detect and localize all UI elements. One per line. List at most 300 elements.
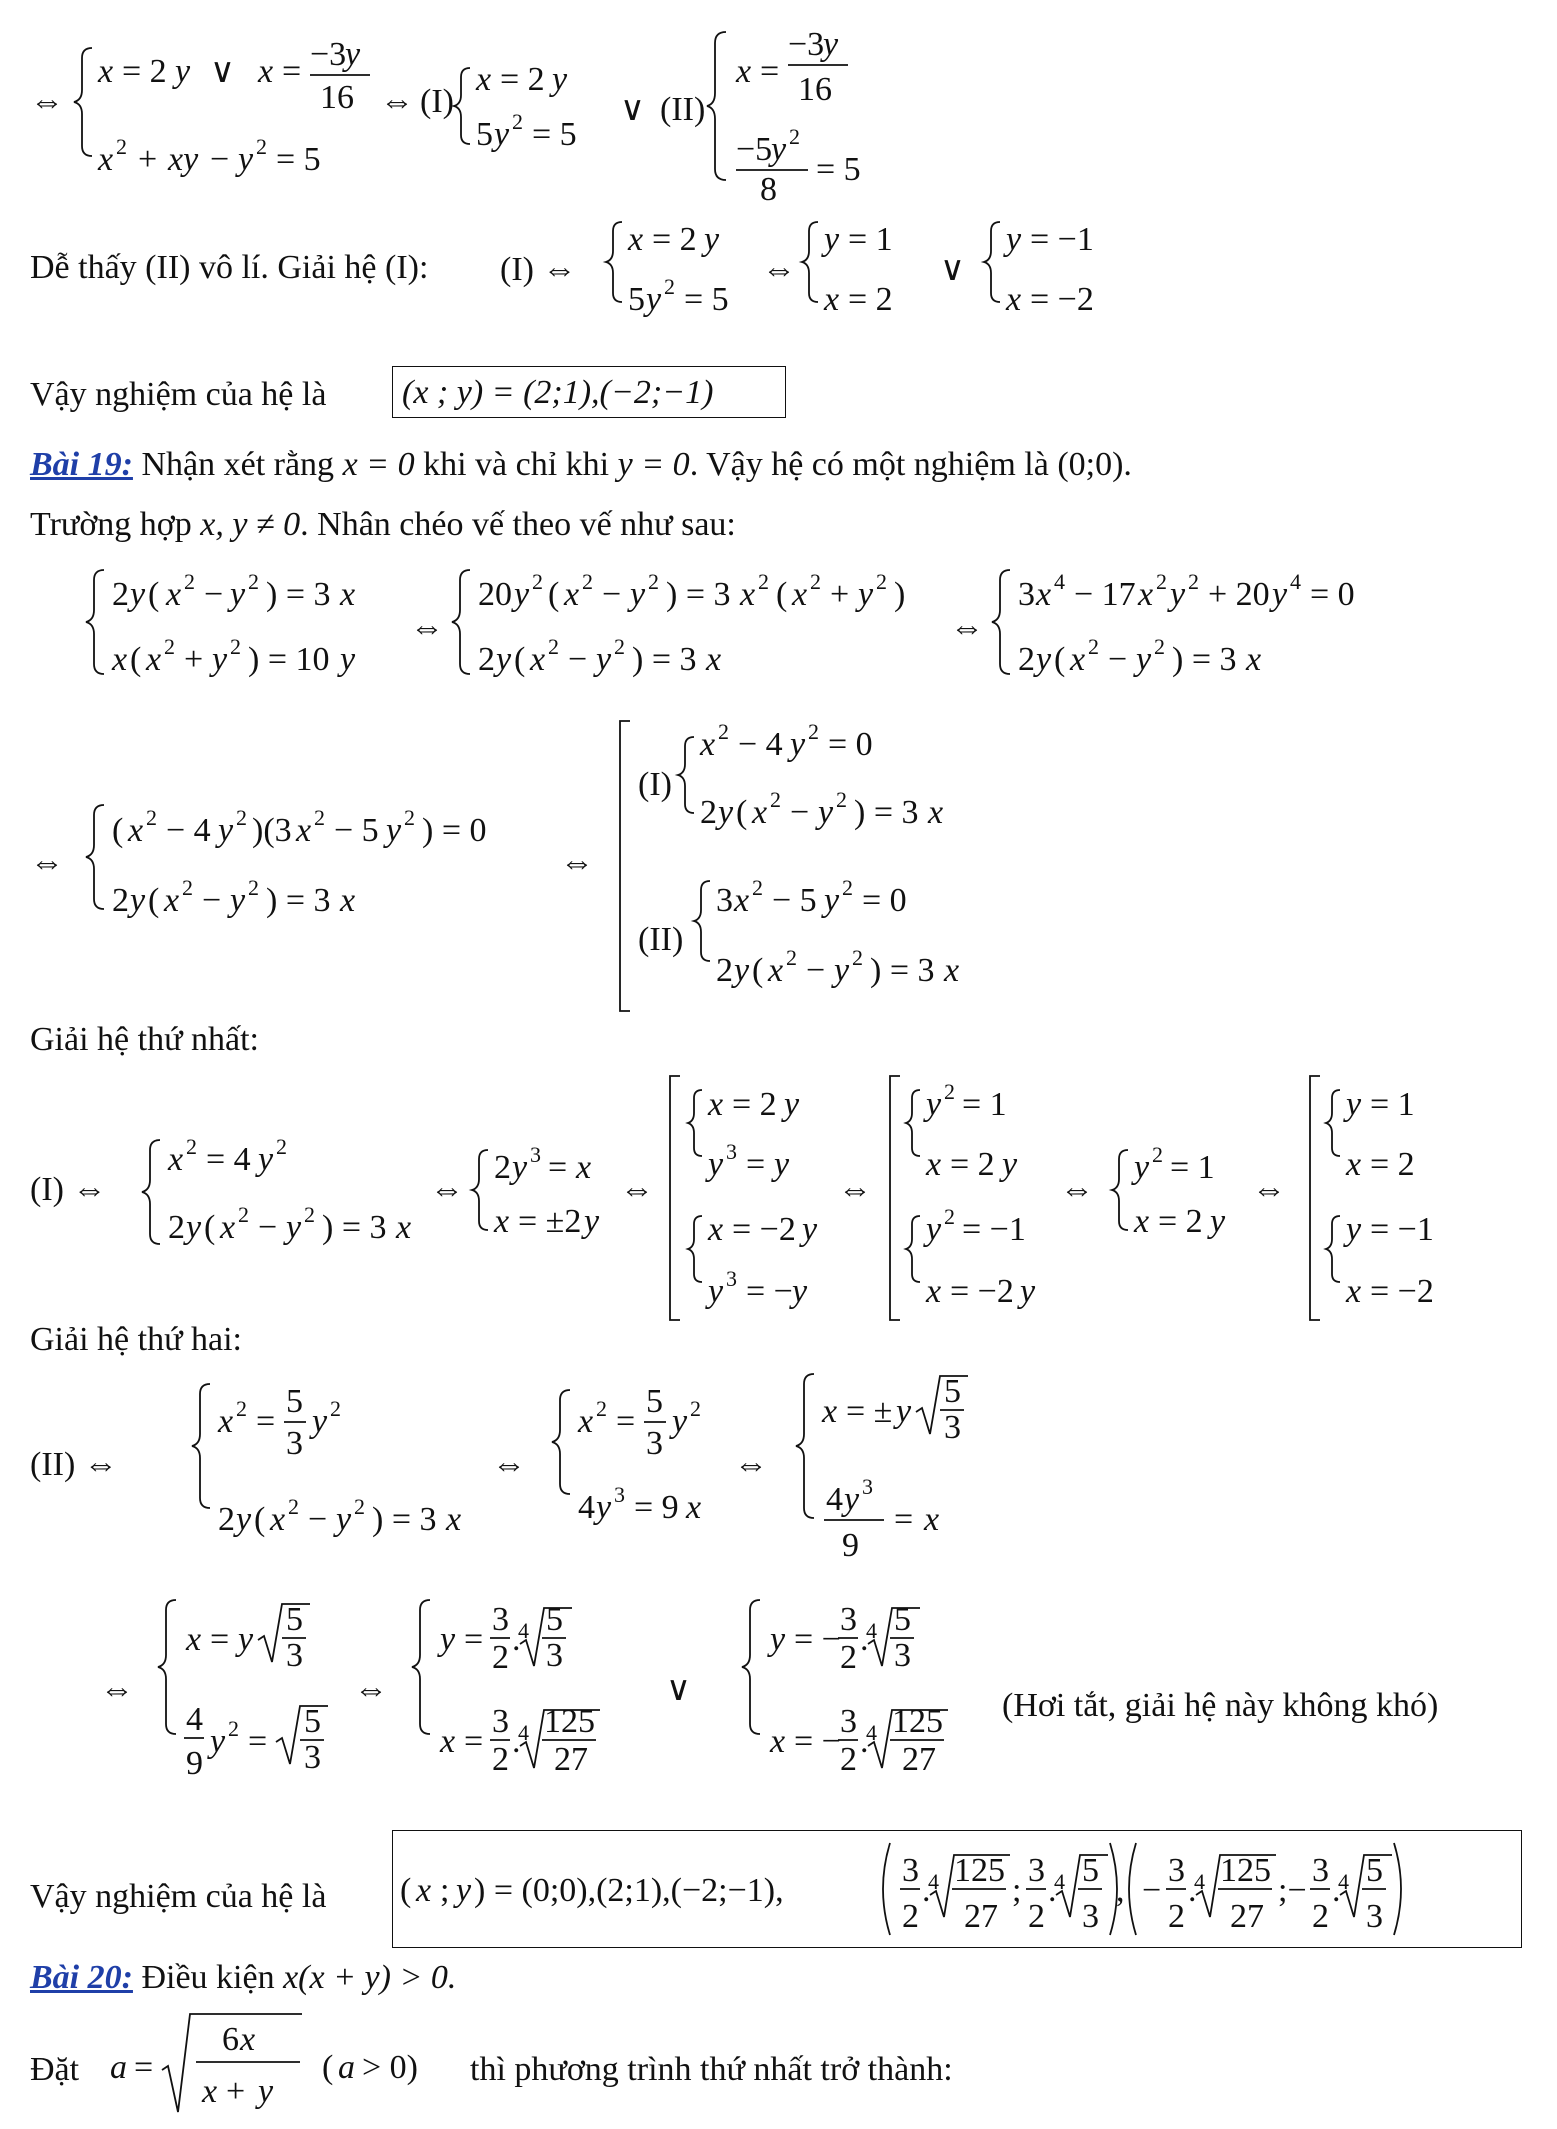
svg-text:2: 2 <box>842 875 853 900</box>
svg-text:∨: ∨ <box>666 1671 691 1708</box>
svg-text:4: 4 <box>1338 1869 1349 1894</box>
svg-text:y: y <box>258 2073 274 2110</box>
svg-text:y: y <box>130 882 146 919</box>
svg-text:x: x <box>752 794 768 831</box>
svg-text:x: x <box>1346 1273 1362 1310</box>
svg-text:2: 2 <box>836 787 847 812</box>
svg-text:2: 2 <box>808 719 819 744</box>
svg-text:;: ; <box>1012 1872 1022 1909</box>
svg-text:3: 3 <box>646 1425 663 1462</box>
svg-text:⇔: ⇔ <box>620 1171 654 1208</box>
svg-text:x: x <box>98 141 114 178</box>
svg-text:x: x <box>824 281 840 318</box>
svg-text:2: 2 <box>1188 569 1199 594</box>
svg-text:= 0: = 0 <box>828 726 873 763</box>
svg-text:−: − <box>308 1501 328 1538</box>
dat-text2: thì phương trình thứ nhất trở thành: <box>470 2051 953 2088</box>
svg-text:=: = <box>256 1403 276 1440</box>
svg-text:2: 2 <box>770 787 781 812</box>
svg-text:x: x <box>700 726 716 763</box>
svg-text:x: x <box>340 882 356 919</box>
svg-text:= 2: = 2 <box>1158 1203 1203 1240</box>
svg-text:= −2: = −2 <box>950 1273 1014 1310</box>
svg-text:x: x <box>736 53 752 90</box>
svg-text:x: x <box>220 1209 236 1246</box>
svg-text:= 0: = 0 <box>862 882 907 919</box>
svg-text:2: 2 <box>690 1396 701 1421</box>
svg-text:(: ( <box>148 576 160 613</box>
svg-text:y: y <box>771 131 787 168</box>
svg-text:4: 4 <box>518 1720 529 1745</box>
svg-text:x: x <box>576 1149 592 1186</box>
svg-text:x: x <box>1134 1203 1150 1240</box>
svg-text:4: 4 <box>518 1618 529 1643</box>
svg-text:2: 2 <box>184 569 195 594</box>
svg-text:=: = <box>616 1403 636 1440</box>
svg-text:x: x <box>770 1723 786 1760</box>
svg-text:3: 3 <box>726 1266 737 1291</box>
svg-text:+: + <box>226 2073 246 2110</box>
svg-text:2: 2 <box>852 945 863 970</box>
svg-text:=: = <box>746 1146 766 1183</box>
svg-text:2: 2 <box>1152 1142 1163 1167</box>
svg-text:3: 3 <box>546 1637 563 1674</box>
svg-text:=: = <box>210 1621 230 1658</box>
svg-text:= 1: = 1 <box>1370 1086 1415 1123</box>
svg-text:2: 2 <box>532 569 543 594</box>
svg-text:2: 2 <box>944 1079 955 1104</box>
svg-text:=: = <box>548 1149 568 1186</box>
svg-text:= ±: = ± <box>846 1393 893 1430</box>
svg-text:2: 2 <box>1154 634 1165 659</box>
svg-text:) = 3: ) = 3 <box>266 882 331 919</box>
svg-text:3: 3 <box>1082 1898 1099 1935</box>
svg-text:y: y <box>238 141 254 178</box>
svg-text:x: x <box>270 1501 286 1538</box>
svg-text:.: . <box>1188 1872 1197 1909</box>
svg-text:y: y <box>456 1872 472 1909</box>
svg-text:2: 2 <box>314 805 325 830</box>
svg-text:+: + <box>184 641 204 678</box>
svg-text:3: 3 <box>286 1425 303 1462</box>
svg-text:xy: xy <box>168 141 199 178</box>
svg-text:3: 3 <box>1168 1852 1185 1889</box>
svg-text:y: y <box>823 26 839 63</box>
svg-text:2: 2 <box>614 634 625 659</box>
svg-text:−: − <box>1142 1872 1162 1909</box>
svg-text:4: 4 <box>1054 1869 1065 1894</box>
svg-text:y: y <box>1210 1203 1226 1240</box>
svg-text:5: 5 <box>286 1601 303 1638</box>
svg-text:= −1: = −1 <box>962 1211 1026 1248</box>
svg-text:2: 2 <box>718 719 729 744</box>
svg-text:y: y <box>834 952 850 989</box>
svg-text:= −2: = −2 <box>1370 1273 1434 1310</box>
svg-text:2: 2 <box>164 634 175 659</box>
svg-text:x: x <box>926 1146 942 1183</box>
svg-text:x: x <box>708 1086 724 1123</box>
svg-text:(: ( <box>752 952 764 989</box>
case-math: x, y ≠ 0 <box>200 506 301 543</box>
svg-text:a: a <box>110 2049 127 2086</box>
bai20-line <box>30 1958 456 1997</box>
svg-text:y: y <box>1346 1086 1362 1123</box>
system-19b <box>30 715 1130 1015</box>
svg-text:5: 5 <box>546 1601 563 1638</box>
svg-text:2: 2 <box>1028 1898 1045 1935</box>
svg-text:2: 2 <box>236 805 247 830</box>
svg-text:3: 3 <box>840 1703 857 1740</box>
svg-text:2: 2 <box>248 875 259 900</box>
svg-text:;−: ;− <box>1278 1872 1307 1909</box>
svg-text:⇔: ⇔ <box>380 83 414 120</box>
svg-text:y: y <box>818 794 834 831</box>
svg-text:2: 2 <box>288 1494 299 1519</box>
svg-text:y: y <box>386 812 402 849</box>
svg-text:x: x <box>564 576 580 613</box>
svg-text:3: 3 <box>492 1703 509 1740</box>
svg-text:y: y <box>844 1481 860 1518</box>
svg-text:+: + <box>138 141 158 178</box>
svg-text:;: ; <box>440 1872 450 1909</box>
svg-text:2: 2 <box>758 569 769 594</box>
svg-text:) = 3: ) = 3 <box>322 1209 387 1246</box>
svg-text:⇔: ⇔ <box>430 1171 464 1208</box>
svg-text:x: x <box>792 576 808 613</box>
svg-text:− 4: − 4 <box>738 726 783 763</box>
svg-text:2: 2 <box>596 1396 607 1421</box>
svg-text:= 2: = 2 <box>1370 1146 1415 1183</box>
svg-text:= −2: = −2 <box>1030 281 1094 318</box>
svg-text:2: 2 <box>752 875 763 900</box>
svg-text:2: 2 <box>1156 569 1167 594</box>
svg-text:y: y <box>258 1141 274 1178</box>
svg-text:y: y <box>802 1211 818 1248</box>
svg-text:y: y <box>345 36 361 73</box>
svg-text:x: x <box>128 812 144 849</box>
svg-text:5: 5 <box>1366 1852 1383 1889</box>
svg-text:= 2: = 2 <box>652 221 697 258</box>
svg-text:⇔: ⇔ <box>560 844 594 881</box>
case-line <box>30 505 736 544</box>
svg-text:) = 10: ) = 10 <box>248 641 330 678</box>
svg-text:= −: = − <box>746 1273 793 1310</box>
svg-text:x: x <box>740 576 756 613</box>
svg-text:+ 20: + 20 <box>1208 576 1270 613</box>
svg-text:2: 2 <box>256 134 267 159</box>
svg-text:y: y <box>896 1393 912 1430</box>
svg-text:∨: ∨ <box>620 91 645 128</box>
svg-text:y: y <box>514 576 530 613</box>
svg-text:y: y <box>312 1403 328 1440</box>
svg-text:3: 3 <box>614 1482 625 1507</box>
system-first <box>30 1070 1540 1330</box>
svg-text:y: y <box>790 726 806 763</box>
svg-text:4: 4 <box>928 1869 939 1894</box>
svg-text:= 9: = 9 <box>634 1489 679 1526</box>
svg-text:=: = <box>760 53 780 90</box>
svg-text:2: 2 <box>186 1134 197 1159</box>
svg-text:y: y <box>704 221 720 258</box>
svg-text:x: x <box>98 53 114 90</box>
svg-text:y: y <box>212 641 228 678</box>
svg-text:y: y <box>824 882 840 919</box>
svg-text:y: y <box>824 221 840 258</box>
svg-text:(: ( <box>1054 641 1066 678</box>
svg-text:27: 27 <box>554 1741 588 1778</box>
svg-text:x: x <box>258 53 274 90</box>
conclusion1-math: (x ; y) = (2;1),(−2;−1) <box>402 374 714 411</box>
svg-text:y: y <box>1002 1146 1018 1183</box>
svg-text:(: ( <box>204 1209 216 1246</box>
svg-text:5: 5 <box>476 116 493 153</box>
svg-text:y: y <box>1134 1149 1150 1186</box>
svg-text:=: = <box>894 1501 914 1538</box>
svg-text:y: y <box>230 882 246 919</box>
svg-text:y: y <box>1006 221 1022 258</box>
svg-text:y: y <box>552 61 568 98</box>
svg-text:(: ( <box>148 882 160 919</box>
solve2-text: Giải hệ thứ hai: <box>30 1321 242 1358</box>
svg-text:=: = <box>134 2049 154 2086</box>
svg-text:= −1: = −1 <box>1370 1211 1434 1248</box>
svg-text:⇔: ⇔ <box>410 609 444 646</box>
svg-text:x: x <box>822 1393 838 1430</box>
svg-text:= 2: = 2 <box>950 1146 995 1183</box>
svg-text:.: . <box>860 1723 869 1760</box>
svg-text:= −: = − <box>794 1723 841 1760</box>
svg-text:y: y <box>770 1621 786 1658</box>
svg-text:=: = <box>464 1621 484 1658</box>
svg-text:x: x <box>166 576 182 613</box>
svg-text:2: 2 <box>1312 1898 1329 1935</box>
svg-text:3: 3 <box>716 882 733 919</box>
svg-text:y: y <box>1346 1211 1362 1248</box>
svg-text:y: y <box>926 1211 942 1248</box>
svg-text:) = (0;0),(2;1),(−2;−1),: ) = (0;0),(2;1),(−2;−1), <box>474 1872 784 1909</box>
svg-text:9: 9 <box>842 1527 859 1564</box>
svg-text:16: 16 <box>798 71 832 108</box>
svg-text:2: 2 <box>330 1396 341 1421</box>
svg-text:x: x <box>494 1203 510 1240</box>
svg-text:y: y <box>784 1086 800 1123</box>
svg-text:x: x <box>168 1141 184 1178</box>
svg-text:= 2: = 2 <box>732 1086 777 1123</box>
svg-text:−: − <box>204 576 224 613</box>
svg-text:3: 3 <box>902 1852 919 1889</box>
svg-text:4: 4 <box>1054 569 1065 594</box>
svg-text:y: y <box>646 281 662 318</box>
svg-text:−3: −3 <box>788 26 825 63</box>
svg-text:− 4: − 4 <box>166 812 211 849</box>
svg-text:x: x <box>686 1489 702 1526</box>
note-text: (Hơi tắt, giải hệ này không khó) <box>1002 1687 1439 1724</box>
svg-text:⇔: ⇔ <box>1252 1171 1286 1208</box>
bai19-text3: . Vậy hệ có một nghiệm là <box>689 446 1049 483</box>
svg-text:.: . <box>1048 1872 1057 1909</box>
svg-text:= 1: = 1 <box>848 221 893 258</box>
svg-text:⇔: ⇔ <box>30 83 64 120</box>
svg-text:x: x <box>924 1501 940 1538</box>
svg-text:y: y <box>1272 576 1288 613</box>
svg-text:2: 2 <box>810 569 821 594</box>
svg-text:) = 3: ) = 3 <box>266 576 331 613</box>
svg-text:(: ( <box>514 641 526 678</box>
svg-text:2: 2 <box>354 1494 365 1519</box>
svg-text:3: 3 <box>840 1601 857 1638</box>
svg-text:y: y <box>336 1501 352 1538</box>
svg-text:2: 2 <box>146 805 157 830</box>
svg-text:⇔: ⇔ <box>492 1446 526 1483</box>
svg-text:125: 125 <box>544 1703 595 1740</box>
svg-text:2: 2 <box>304 1202 315 1227</box>
svg-text:= −2: = −2 <box>732 1211 796 1248</box>
svg-text:= 1: = 1 <box>962 1086 1007 1123</box>
svg-text:(: ( <box>400 1872 412 1909</box>
svg-text:x: x <box>768 952 784 989</box>
bai19-math3: (0;0). <box>1057 446 1132 483</box>
svg-text:y: y <box>584 1203 600 1240</box>
svg-text:x: x <box>202 2073 218 2110</box>
case-text2: . Nhân chéo vế theo vế như sau: <box>300 506 736 543</box>
svg-text:) = 3: ) = 3 <box>666 576 731 613</box>
svg-text:y: y <box>186 1209 202 1246</box>
svg-text:y: y <box>440 1621 456 1658</box>
svg-text:5: 5 <box>628 281 645 318</box>
svg-text:4: 4 <box>866 1720 877 1745</box>
svg-text:∨: ∨ <box>940 251 965 288</box>
svg-text:= −1: = −1 <box>1030 221 1094 258</box>
svg-text:2: 2 <box>182 875 193 900</box>
svg-text:x: x <box>440 1723 456 1760</box>
svg-text:x: x <box>1246 641 1262 678</box>
svg-text:2: 2 <box>664 274 675 299</box>
svg-text:−: − <box>568 641 588 678</box>
svg-text:2: 2 <box>492 1639 509 1676</box>
svg-text:(II) ⇔: (II) ⇔ <box>30 1446 118 1483</box>
svg-text:x: x <box>926 1273 942 1310</box>
bai20-math: x(x + y) > 0. <box>283 1959 457 1996</box>
svg-text:3: 3 <box>894 1637 911 1674</box>
svg-text:x: x <box>340 576 356 613</box>
svg-text:4: 4 <box>578 1489 595 1526</box>
svg-text:⇔: ⇔ <box>1060 1171 1094 1208</box>
svg-text:3: 3 <box>862 1474 873 1499</box>
svg-text:2: 2 <box>1018 641 1035 678</box>
svg-text:x: x <box>446 1501 462 1538</box>
svg-text:)(3: )(3 <box>252 812 292 849</box>
svg-text:= −: = − <box>794 1621 841 1658</box>
system-second <box>30 1370 1030 1580</box>
svg-text:4: 4 <box>1194 1869 1205 1894</box>
svg-text:x: x <box>628 221 644 258</box>
svg-text:x: x <box>944 952 960 989</box>
svg-text:y: y <box>596 641 612 678</box>
svg-text:y: y <box>858 576 874 613</box>
svg-text:= 0: = 0 <box>1310 576 1355 613</box>
conclusion2-math <box>400 1835 1515 1945</box>
svg-text:= 4: = 4 <box>206 1141 251 1178</box>
svg-text:(I): (I) <box>638 766 672 803</box>
svg-text:x: x <box>146 641 162 678</box>
svg-text:3: 3 <box>1312 1852 1329 1889</box>
svg-text:= 2: = 2 <box>122 53 167 90</box>
svg-text:2: 2 <box>248 569 259 594</box>
svg-text:y: y <box>596 1489 612 1526</box>
svg-text:3: 3 <box>286 1637 303 1674</box>
svg-text:y: y <box>236 1501 252 1538</box>
svg-text:y: y <box>708 1146 724 1183</box>
svg-text:2: 2 <box>236 1396 247 1421</box>
svg-text:(: ( <box>112 812 124 849</box>
svg-text:⇔: ⇔ <box>734 1446 768 1483</box>
svg-text:⇔: ⇔ <box>762 251 796 288</box>
svg-text:y: y <box>512 1149 528 1186</box>
svg-text:−: − <box>790 794 810 831</box>
svg-text:−: − <box>210 141 230 178</box>
svg-text:− 17: − 17 <box>1074 576 1136 613</box>
svg-text:) = 3: ) = 3 <box>632 641 697 678</box>
svg-text:) = 3: ) = 3 <box>372 1501 437 1538</box>
svg-text:,: , <box>1116 1872 1125 1909</box>
svg-text:2: 2 <box>548 634 559 659</box>
svg-text:y: y <box>926 1086 942 1123</box>
svg-text:+: + <box>830 576 850 613</box>
svg-text:(I): (I) <box>420 83 454 120</box>
svg-text:y: y <box>1136 641 1152 678</box>
svg-text:(I) ⇔: (I) ⇔ <box>30 1171 107 1208</box>
svg-text:2: 2 <box>840 1639 857 1676</box>
svg-text:x: x <box>1006 281 1022 318</box>
svg-text:2: 2 <box>582 569 593 594</box>
svg-text:(: ( <box>322 2049 334 2086</box>
svg-text:125: 125 <box>954 1852 1005 1889</box>
svg-text:5: 5 <box>646 1383 663 1420</box>
svg-text:−: − <box>202 882 222 919</box>
svg-text:3: 3 <box>530 1142 541 1167</box>
svg-text:y: y <box>1170 576 1186 613</box>
svg-text:3: 3 <box>1366 1898 1383 1935</box>
svg-text:(: ( <box>130 641 142 678</box>
svg-text:y: y <box>734 952 750 989</box>
conclusion1-text: Vậy nghiệm của hệ là <box>30 376 327 413</box>
svg-text:5: 5 <box>944 1373 961 1410</box>
svg-text:⇔: ⇔ <box>950 609 984 646</box>
bai20-text: Điều kiện <box>141 1959 275 1996</box>
svg-text:4: 4 <box>186 1701 203 1738</box>
svg-text:2: 2 <box>716 952 733 989</box>
svg-text:.: . <box>860 1621 869 1658</box>
svg-text:2: 2 <box>168 1209 185 1246</box>
svg-text:5: 5 <box>894 1601 911 1638</box>
svg-text:2: 2 <box>116 134 127 159</box>
svg-text:x: x <box>240 2021 256 2058</box>
svg-text:x: x <box>530 641 546 678</box>
svg-text:27: 27 <box>1230 1898 1264 1935</box>
bai19-math2: y = 0 <box>617 446 690 483</box>
svg-text:2: 2 <box>218 1501 235 1538</box>
svg-text:x: x <box>928 794 944 831</box>
svg-text:a: a <box>338 2049 355 2086</box>
svg-text:= 2: = 2 <box>848 281 893 318</box>
svg-text:= 5: = 5 <box>816 151 861 188</box>
svg-text:9: 9 <box>186 1745 203 1782</box>
svg-text:= 1: = 1 <box>1170 1149 1215 1186</box>
svg-text:2: 2 <box>238 1202 249 1227</box>
svg-text:= ±2: = ±2 <box>518 1203 582 1240</box>
svg-text:2: 2 <box>492 1741 509 1778</box>
svg-text:(: ( <box>548 576 560 613</box>
